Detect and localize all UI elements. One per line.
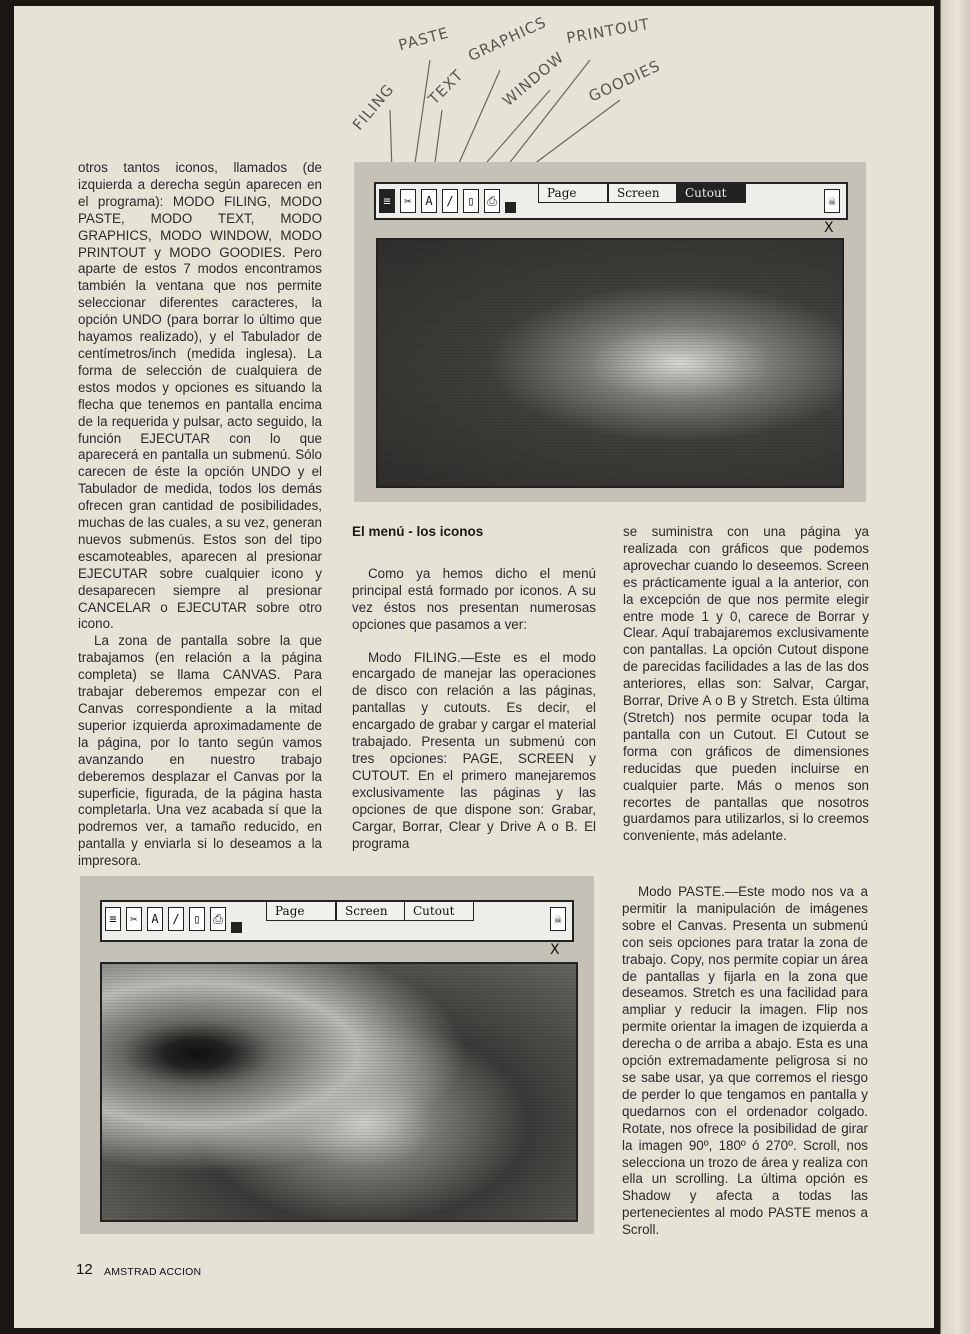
screenshot-2 <box>80 876 594 1234</box>
tab-cutout-2: Cutout <box>404 902 474 921</box>
filing-icon: ≡ <box>379 189 395 213</box>
printout-icon: ⎙ <box>484 189 500 213</box>
paste-scissors-icon-2: ✂ <box>126 907 142 931</box>
column-1 <box>78 160 322 870</box>
window-icon: ▯ <box>463 189 479 213</box>
handwritten-text: TEXT <box>424 65 468 109</box>
col1-paragraph-1: otros tantos iconos, llamados (de izquierda a derecha según aparecen en el programa): MODO FILING, MODO PASTE, MODO TEXT, MODO GRAPHICS, MODO WINDOW, MODO PRINTOUT y MODO GOODIES. Pero aparte de estos 7 modos encontramos también la ventana que nos permite seleccionar diferentes caracteres, la opción UNDO (para borrar lo último que hayamos realizado), y el Tabulador de centímetros/inch (medida inglesa). La forma de selección de cualquiera de estos modos y opciones es situando la flecha que tenemos en pantalla encima de la requerida y pulsar, acto seguido, la función EJECUTAR con lo que aparecerá en pantalla un submenú. Sólo carecen de éste la opción UNDO y el Tabulador de medida, todos los demás ofrecen gran cantidad de posibilidades, muchas de las cuales, a su vez, generan nuevos submenús. Estos son del tipo escamoteables, aparecen al presionar EJECUTAR sobre cualquier icono y desaparecen siempre al presionar CANCELAR o EJECUTAR sobre otro icono. <box>78 160 322 632</box>
text-icon: A <box>421 189 437 213</box>
goodies-icon-2 <box>231 922 242 933</box>
column-2 <box>352 524 596 852</box>
printout-icon-2: ⎙ <box>210 907 226 931</box>
handwritten-window: WINDOW <box>498 48 568 110</box>
graphics-brush-icon-2: / <box>168 907 184 931</box>
col4-paragraph-1: Modo PASTE.—Este modo nos va a permitir la manipulación de imágenes sobre el Canvas. Presenta un submenú con seis opciones para tratar la zona de trabajo. Copy, nos permite copiar un área de pantallas y fijarla en la zona que deseamos. Stretch es una facilidad para ampliar y reducir la imagen. Flip nos permite orientar la imagen de izquierda a derecha o de arriba a abajo. Esta es una opción extremadamente peligrosa si no se sabe usar, ya que corremos el riesgo de perder lo que tengamos en pantalla y quedarnos con el ordenador colgado. Rotate, nos ofrece la posibilidad de girar la imagen 90º, 180º ó 270º. Scroll, nos selecciona un trozo de área y realiza con ella un scrolling. La última opción es Shadow y afecta a todas las pertenecientes al modo PASTE menos a Scroll. <box>622 884 868 1238</box>
filing-icon-2: ≡ <box>105 907 121 931</box>
tab-cutout: Cutout <box>676 184 746 203</box>
col1-paragraph-2: La zona de pantalla sobre la que trabajamos (en relación a la página completa) se llama CANVAS. Para trabajar deberemos empezar con el Canvas correspondiente a la mitad superior izquierda aproximadamente de la página, por lo tanto según vamos avanzando en nuestro trabajo deberemos desplazar el Canvas por la superficie, figurada, de la página hasta completarla. Una vez acabada sí que la podremos ver, a tamaño reducido, en pantalla y enviarla si lo deseamos a la impresora. <box>78 633 322 869</box>
menu-bar <box>374 182 848 220</box>
column-3 <box>623 524 869 845</box>
magazine-name: AMSTRAD ACCION <box>104 1266 202 1278</box>
close-icon-2: X <box>550 942 560 958</box>
col2-paragraph-1: Como ya hemos dicho el menú principal está formado por iconos. A su vez éstos nos presentan numerosas opciones que pasamos a ver: <box>352 565 596 632</box>
annotation-arrows <box>380 40 680 180</box>
tab-page-2: Page <box>266 902 336 921</box>
handwritten-filing: FILING <box>348 80 398 134</box>
menu-bar-2 <box>100 900 574 942</box>
tab-screen-2: Screen <box>336 902 406 921</box>
page-number: 12 <box>76 1261 93 1278</box>
tab-screen: Screen <box>608 184 680 203</box>
pointer-icon: ☠ <box>824 189 840 213</box>
close-icon: X <box>824 220 834 236</box>
handwritten-goodies: GOODIES <box>585 56 664 106</box>
handwritten-printout: PRINTOUT <box>565 14 652 48</box>
window-icon-2: ▯ <box>189 907 205 931</box>
text-icon-2: A <box>147 907 163 931</box>
col3-paragraph-1: se suministra con una página ya realizada con gráficos que podemos aprovechar cuando lo deseemos. Screen es prácticamente igual a la anterior, con la excepción de que nos permite elegir entre mode 1 y 0, carece de Borrar y Clear. Aquí trabajaremos exclusivamente con pantallas. La opción Cutout dispone de parecidas facilidades a las de las dos anteriores, ellas son: Salvar, Cargar, Borrar, Drive A o B y Stretch. Esta última (Stretch) nos permite ocupar toda la pantalla con un Cutout. El Cutout se forma con gráficos de dimensiones reducidas que pueden incluirse en cualquier parte. Más o menos son recortes de pantallas que nosotros guardamos para utilizarlos, si lo creemos conveniente, más adelante. <box>623 524 869 844</box>
handwritten-graphics: GRAPHICS <box>465 12 550 66</box>
pointer-icon-2: ☠ <box>550 907 566 931</box>
page-edge <box>934 0 970 1334</box>
goodies-icon <box>505 202 516 213</box>
column-4 <box>622 884 868 1239</box>
col2-paragraph-2: Modo FILING.—Este es el modo encargado de manejar las operaciones de disco con relación a las páginas, pantallas y cutouts. Es decir, el encargado de grabar y cargar el material trabajado. Presenta un submenú con tres opciones: PAGE, SCREEN y CUTOUT. En el primero manejaremos exclusivamente las páginas y las opciones de que dispone son: Grabar, Cargar, Borrar, Clear y Drive A o B. El programa <box>352 649 596 851</box>
paste-scissors-icon: ✂ <box>400 189 416 213</box>
screenshot-1 <box>354 162 866 502</box>
graphics-brush-icon: / <box>442 189 458 213</box>
canvas-helicopter <box>376 238 844 488</box>
canvas-eye-helicopter <box>100 962 578 1222</box>
section-heading: El menú - los iconos <box>352 524 484 539</box>
handwritten-paste: PASTE <box>396 23 451 55</box>
tab-page: Page <box>538 184 608 203</box>
